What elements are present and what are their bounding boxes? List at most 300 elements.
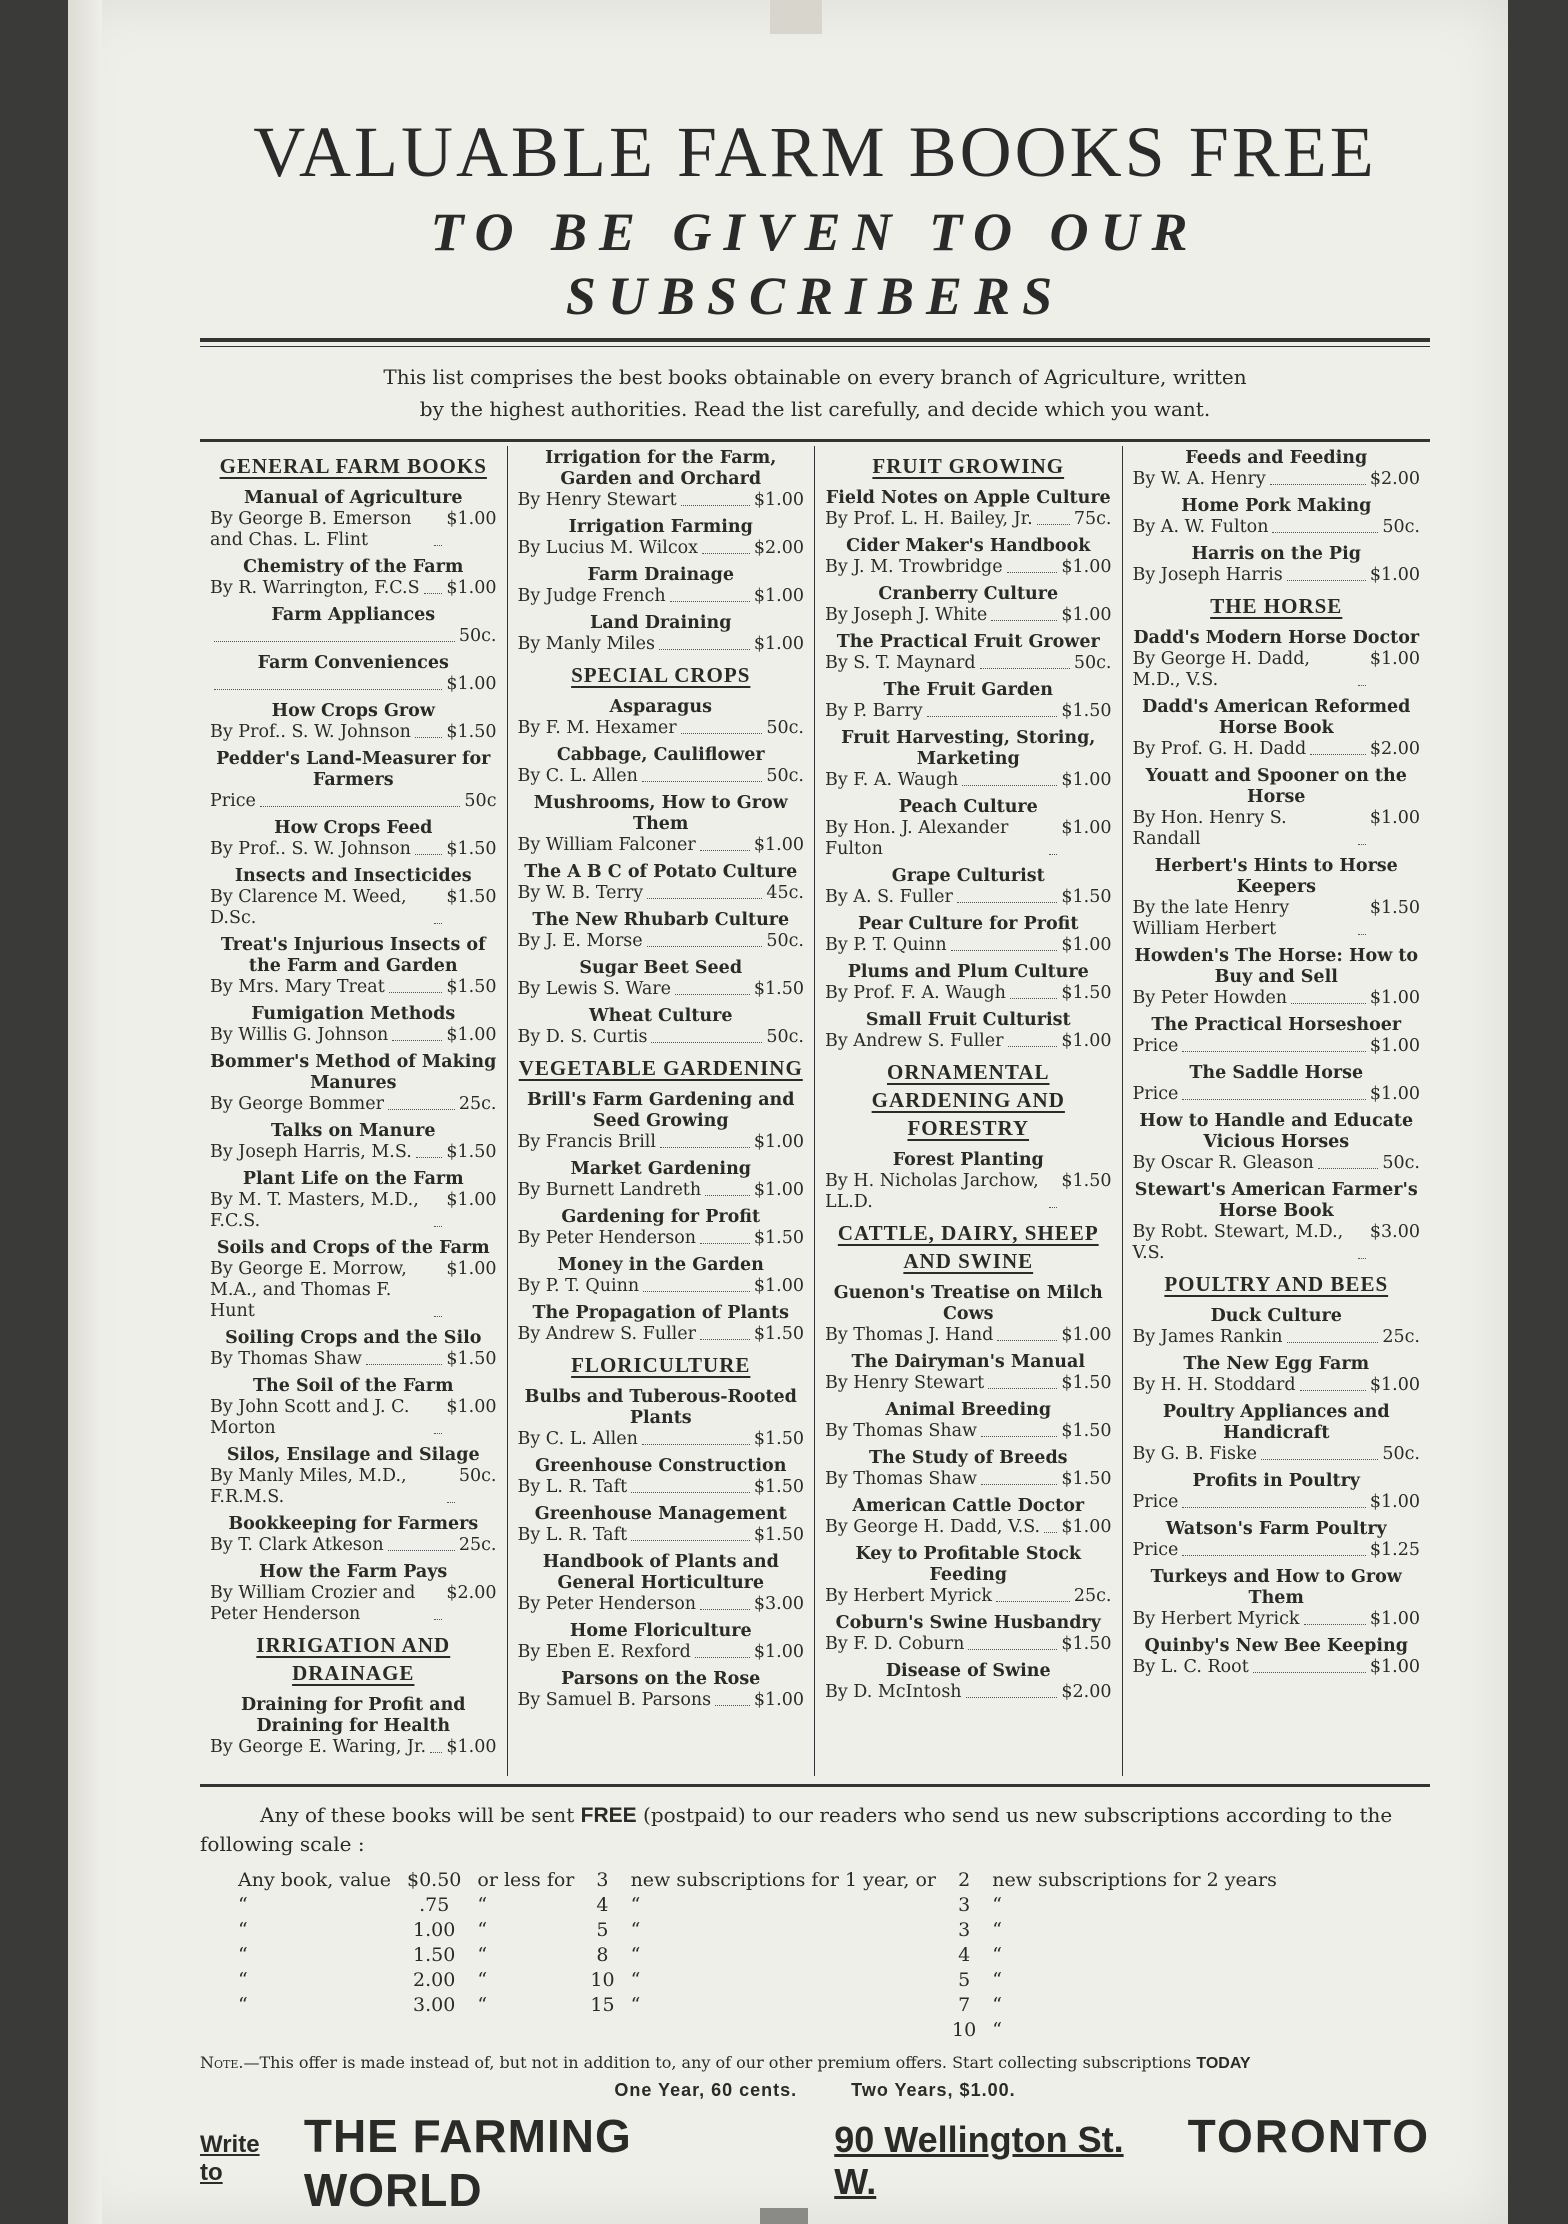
book-title: Cider Maker's Handbook xyxy=(846,536,1091,556)
book-entry xyxy=(210,1695,497,1758)
book-author: Price xyxy=(1132,1084,1179,1104)
section-heading: IRRIGATION AND DRAINAGE xyxy=(256,1633,451,1685)
book-author: By Peter Henderson xyxy=(517,1228,697,1248)
scale-row xyxy=(230,2018,1285,2043)
book-author-line xyxy=(825,1031,1112,1052)
book-author-line xyxy=(210,1397,497,1439)
leader-dots xyxy=(1253,1657,1366,1673)
leader-dots xyxy=(966,1682,1058,1698)
book-author: By Thomas Shaw xyxy=(210,1349,363,1369)
book-author: By George E. Waring, Jr. xyxy=(210,1737,427,1757)
book-title: Turkeys and How to Grow Them xyxy=(1150,1567,1402,1608)
leader-dots xyxy=(700,1324,750,1340)
book-title: Forest Planting xyxy=(892,1150,1044,1170)
book-title: Harris on the Pig xyxy=(1191,544,1361,564)
book-author: By Lewis S. Ware xyxy=(517,979,672,999)
book-title: Manual of Agriculture xyxy=(244,488,463,508)
book-author: By George H. Dadd, V.S. xyxy=(825,1517,1041,1537)
book-entry xyxy=(1133,1015,1421,1057)
book-author: By Prof. F. A. Waugh xyxy=(825,983,1006,1003)
scale-cell-one-year: 3 xyxy=(596,1869,609,1891)
book-author: By George Bommer xyxy=(210,1094,384,1114)
book-title: Youatt and Spooner on the Horse xyxy=(1145,766,1407,807)
book-entry xyxy=(518,1255,805,1297)
book-entry xyxy=(1133,496,1421,538)
book-price: $1.00 xyxy=(1369,1375,1420,1395)
scale-row xyxy=(230,1893,1285,1918)
leader-dots xyxy=(1287,565,1366,581)
leader-dots xyxy=(388,1535,455,1551)
book-title: Parsons on the Rose xyxy=(561,1669,761,1689)
leader-dots xyxy=(1358,898,1366,935)
book-entry xyxy=(518,1669,805,1711)
book-price: 50c. xyxy=(1382,1444,1420,1464)
scale-cell-mid2: “ xyxy=(630,1994,641,2016)
book-author-line xyxy=(518,634,805,655)
book-author: By P. Barry xyxy=(825,701,923,721)
intro-text xyxy=(200,361,1430,425)
book-price: $1.50 xyxy=(1061,983,1112,1003)
book-author-line xyxy=(825,653,1112,674)
book-price: $1.00 xyxy=(1061,770,1112,790)
book-price: $2.00 xyxy=(1369,739,1420,759)
book-author: By R. Warrington, F.C.S xyxy=(210,578,420,598)
book-author-line xyxy=(210,1094,497,1115)
book-title: Sugar Beet Seed xyxy=(579,958,743,978)
scale-cell-two-years: 3 xyxy=(958,1894,971,1916)
book-price: 50c. xyxy=(458,626,497,646)
book-entry xyxy=(825,1448,1112,1490)
book-author: By the late Henry William Herbert xyxy=(1132,898,1290,939)
scale-row xyxy=(230,1918,1285,1943)
book-author-line xyxy=(825,1421,1112,1442)
book-author: Price xyxy=(210,791,256,811)
offer-after: (postpaid) to our readers who send us new subscriptions according to the following scale : xyxy=(200,1803,1393,1856)
leader-dots xyxy=(647,883,762,899)
book-price: $1.50 xyxy=(1061,1171,1112,1191)
book-author: By Manly Miles xyxy=(517,634,655,654)
book-author: By L. R. Taft xyxy=(517,1477,628,1497)
book-entry xyxy=(210,1445,497,1508)
book-author-line xyxy=(1133,1375,1421,1396)
book-author-line xyxy=(1133,1657,1421,1678)
book-price: $3.00 xyxy=(753,1594,804,1614)
book-author: By Prof.. S. W. Johnson xyxy=(210,722,411,742)
book-author-line xyxy=(825,1634,1112,1655)
book-author-line xyxy=(210,722,497,743)
book-price: $1.00 xyxy=(753,1180,804,1200)
book-author: By Lucius M. Wilcox xyxy=(517,538,699,558)
book-author-line xyxy=(1133,1036,1421,1057)
leader-dots xyxy=(991,605,1057,621)
scale-cell-mid1: “ xyxy=(477,1994,488,2016)
book-title: Profits in Poultry xyxy=(1192,1471,1360,1491)
book-entry xyxy=(518,1006,805,1048)
book-entry xyxy=(210,557,497,599)
book-author: Price xyxy=(1132,1492,1179,1512)
book-title: Feeds and Feeding xyxy=(1185,448,1368,468)
scale-cell-pre: “ xyxy=(238,1994,248,2016)
book-title: The Propagation of Plants xyxy=(532,1303,789,1323)
book-entry xyxy=(1133,946,1421,1009)
scale-cell-one-year: 4 xyxy=(596,1894,609,1916)
scale-cell-one-year: 5 xyxy=(596,1919,609,1941)
book-entry xyxy=(825,728,1112,791)
book-author: By Manly Miles, M.D., F.R.M.S. xyxy=(210,1466,407,1507)
section-heading: POULTRY AND BEES xyxy=(1164,1272,1389,1296)
book-price: $1.50 xyxy=(753,1525,804,1545)
book-title: Irrigation Farming xyxy=(568,517,753,537)
leader-dots xyxy=(415,839,442,855)
book-entry xyxy=(518,1207,805,1249)
leader-dots xyxy=(642,1429,750,1445)
scale-cell-post: “ xyxy=(992,1969,1002,1991)
book-author-line xyxy=(825,818,1112,860)
footer-city: TORONTO xyxy=(1187,2110,1430,2162)
book-author: By S. T. Maynard xyxy=(825,653,976,673)
book-entry xyxy=(210,818,497,860)
leader-dots xyxy=(962,770,1057,786)
book-author: By C. L. Allen xyxy=(517,1429,638,1449)
book-entry xyxy=(518,1387,805,1450)
book-author: By Peter Henderson xyxy=(517,1594,697,1614)
book-entry xyxy=(825,1010,1112,1052)
leader-dots xyxy=(214,674,442,690)
book-title: The Study of Breeds xyxy=(868,1448,1068,1468)
book-entry xyxy=(825,584,1112,626)
intro-line: by the highest authorities. Read the list carefully, and decide which you want. xyxy=(419,397,1211,421)
book-title: Farm Conveniences xyxy=(257,653,449,673)
book-entry xyxy=(210,605,497,647)
leader-dots xyxy=(695,1642,750,1658)
note-today: TODAY xyxy=(1196,2055,1251,2072)
scale-cell-post: new subscriptions for 2 years xyxy=(992,1869,1277,1891)
scale-cell-value: 1.00 xyxy=(413,1919,456,1941)
book-price: 25c. xyxy=(1382,1327,1420,1347)
advertisement xyxy=(200,110,1430,2217)
book-author-line xyxy=(825,557,1112,578)
book-entry xyxy=(210,1169,497,1232)
book-entry xyxy=(825,962,1112,1004)
book-price: $1.00 xyxy=(446,1397,497,1417)
book-author-line xyxy=(518,835,805,856)
book-title: Greenhouse Management xyxy=(534,1504,787,1524)
book-author-line xyxy=(210,839,497,860)
book-title: Cranberry Culture xyxy=(878,584,1059,604)
book-author: By Henry Stewart xyxy=(517,490,677,510)
footer-address xyxy=(200,2109,1430,2217)
book-author-line xyxy=(518,766,805,787)
scale-cell-pre xyxy=(230,2018,399,2043)
book-author: By P. T. Quinn xyxy=(517,1276,640,1296)
book-author-line xyxy=(518,1525,805,1546)
footer-write-to: Write to xyxy=(200,2131,260,2186)
leader-dots xyxy=(1270,469,1366,485)
scale-row xyxy=(230,1993,1285,2018)
book-price: $1.00 xyxy=(1061,605,1112,625)
leader-dots xyxy=(647,931,763,947)
book-title: Poultry Appliances and Handicraft xyxy=(1162,1402,1390,1443)
book-entry xyxy=(825,797,1112,860)
leader-dots xyxy=(415,722,442,738)
book-author-line xyxy=(210,1583,497,1625)
book-author: By H. Nicholas Jarchow, LL.D. xyxy=(825,1171,1039,1212)
subscription-rates xyxy=(200,2080,1430,2101)
book-title: Plant Life on the Farm xyxy=(242,1169,464,1189)
leader-dots xyxy=(1049,1171,1057,1208)
book-author: By G. B. Fiske xyxy=(1132,1444,1257,1464)
leader-dots xyxy=(1008,1031,1058,1047)
section-heading: SPECIAL CROPS xyxy=(571,663,751,687)
leader-dots xyxy=(1044,1517,1057,1533)
book-title: Soiling Crops and the Silo xyxy=(225,1328,482,1348)
book-author: By Judge French xyxy=(517,586,666,606)
book-author: By Oscar R. Gleason xyxy=(1132,1153,1314,1173)
book-author: By D. S. Curtis xyxy=(517,1027,648,1047)
book-title: Grape Culturist xyxy=(891,866,1045,886)
book-title: Fruit Harvesting, Storing, Marketing xyxy=(841,728,1096,769)
book-author: By W. B. Terry xyxy=(517,883,644,903)
book-title: Home Pork Making xyxy=(1181,496,1372,516)
book-price: $2.00 xyxy=(753,538,804,558)
book-title: Duck Culture xyxy=(1210,1306,1342,1326)
book-author-line xyxy=(825,1325,1112,1346)
book-title: Key to Profitable Stock Feeding xyxy=(855,1544,1082,1585)
book-entry xyxy=(518,958,805,1000)
offer-free: FREE xyxy=(580,1804,637,1827)
page-title: VALUABLE FARM BOOKS FREE xyxy=(253,112,1377,192)
scale-cell-mid1 xyxy=(469,2018,582,2043)
book-author-line xyxy=(210,509,497,551)
leader-dots xyxy=(388,1094,455,1110)
book-price: $1.00 xyxy=(1061,1517,1112,1537)
book-title: The Soil of the Farm xyxy=(252,1376,454,1396)
scale-cell-mid2: new subscriptions for 1 year, or xyxy=(630,1869,937,1891)
book-author-line xyxy=(825,1586,1112,1607)
book-author-line xyxy=(210,1025,497,1046)
book-price: $1.00 xyxy=(753,490,804,510)
book-title: Coburn's Swine Husbandry xyxy=(835,1613,1101,1633)
book-title: Bommer's Method of Making Manures xyxy=(210,1052,497,1093)
book-price: $1.00 xyxy=(753,586,804,606)
book-entry xyxy=(825,866,1112,908)
book-author-line xyxy=(518,538,805,559)
book-title: Fumigation Methods xyxy=(251,1004,456,1024)
book-entry xyxy=(1133,1471,1421,1513)
book-entry xyxy=(825,1496,1112,1538)
book-entry xyxy=(1133,1063,1421,1105)
book-entry xyxy=(1133,697,1421,760)
leader-dots xyxy=(434,1583,442,1620)
book-price: $1.00 xyxy=(446,1025,497,1045)
book-price: $1.00 xyxy=(1369,1657,1420,1677)
book-entry xyxy=(1133,1180,1421,1264)
book-entry xyxy=(210,1004,497,1046)
scale-cell-value xyxy=(399,2018,469,2043)
rate-one-year: One Year, 60 cents. xyxy=(614,2080,798,2100)
book-title: Quinby's New Bee Keeping xyxy=(1144,1636,1408,1656)
section-heading: FLORICULTURE xyxy=(571,1353,751,1377)
book-author: By John Scott and J. C. Morton xyxy=(210,1397,410,1438)
book-author: By Clarence M. Weed, D.Sc. xyxy=(210,887,407,928)
leader-dots xyxy=(1007,557,1058,573)
leader-dots xyxy=(366,1349,442,1365)
book-author-line xyxy=(1133,739,1421,760)
book-price: 50c. xyxy=(1073,653,1112,673)
book-entry xyxy=(210,653,497,695)
book-title: How Crops Feed xyxy=(274,818,433,838)
scale-cell-mid2: “ xyxy=(630,1919,641,1941)
book-author-line xyxy=(518,718,805,739)
scale-cell-mid1: “ xyxy=(477,1919,488,1941)
book-title: Plums and Plum Culture xyxy=(847,962,1089,982)
leader-dots xyxy=(1304,1609,1366,1625)
scale-cell-mid1: “ xyxy=(477,1944,488,1966)
book-price: $1.50 xyxy=(1061,1421,1112,1441)
leader-dots xyxy=(651,1027,762,1043)
book-price: $2.00 xyxy=(1369,469,1420,489)
book-author-line xyxy=(210,791,497,812)
book-entry xyxy=(825,632,1112,674)
rate-two-years: Two Years, $1.00. xyxy=(851,2080,1016,2100)
scale-row xyxy=(230,1968,1285,1993)
book-price: $1.00 xyxy=(1061,1325,1112,1345)
scale-cell-one-year xyxy=(582,2018,622,2043)
book-price: $1.00 xyxy=(1369,1084,1420,1104)
leader-dots xyxy=(980,653,1070,669)
scale-cell-post: “ xyxy=(992,1894,1002,1916)
book-price: $1.00 xyxy=(446,674,497,694)
title-rule xyxy=(200,338,1430,347)
book-price: 45c. xyxy=(766,883,804,903)
scale-cell-two-years: 10 xyxy=(952,2019,977,2041)
book-entry xyxy=(825,1661,1112,1703)
book-price: $1.00 xyxy=(1369,1036,1420,1056)
scale-cell-value: 3.00 xyxy=(413,1994,456,2016)
book-author: By George B. Emerson and Chas. L. Flint xyxy=(210,509,412,550)
book-price: $1.50 xyxy=(753,1429,804,1449)
book-price: $1.50 xyxy=(1061,701,1112,721)
book-entry xyxy=(1133,766,1421,850)
book-author-line xyxy=(1133,1084,1421,1105)
book-author-line xyxy=(210,1737,497,1758)
leader-dots xyxy=(434,887,442,924)
book-author-line xyxy=(1133,808,1421,850)
book-title: Cabbage, Cauliflower xyxy=(556,745,765,765)
book-title: Small Fruit Culturist xyxy=(865,1010,1071,1030)
leader-dots xyxy=(1358,808,1366,845)
book-author-line xyxy=(825,770,1112,791)
book-price: $1.50 xyxy=(446,1349,497,1369)
book-author-line xyxy=(1133,565,1421,586)
leader-dots xyxy=(1010,983,1057,999)
book-entry xyxy=(210,488,497,551)
scale-cell-post: “ xyxy=(992,1919,1002,1941)
book-entry xyxy=(1133,1402,1421,1465)
book-author-line xyxy=(518,1690,805,1711)
leader-dots xyxy=(702,538,750,554)
book-title: Greenhouse Construction xyxy=(535,1456,787,1476)
book-author: By Prof. G. H. Dadd xyxy=(1132,739,1307,759)
book-author: By George E. Morrow, M.A., and Thomas F. Hunt xyxy=(210,1259,407,1321)
leader-dots xyxy=(416,1142,443,1158)
book-title: Peach Culture xyxy=(898,797,1038,817)
scale-cell-pre: “ xyxy=(238,1969,248,1991)
scale-row xyxy=(230,1868,1285,1893)
leader-dots xyxy=(981,1469,1057,1485)
book-author-line xyxy=(825,1682,1112,1703)
footer-street: 90 Wellington St. W. xyxy=(834,2119,1124,2202)
book-title: Disease of Swine xyxy=(885,1661,1051,1681)
book-title: The New Egg Farm xyxy=(1183,1354,1370,1374)
book-author: By Francis Brill xyxy=(517,1132,656,1152)
book-price: 50c. xyxy=(458,1466,497,1486)
book-entry xyxy=(1133,1306,1421,1348)
book-price: $1.00 xyxy=(446,578,497,598)
book-title: Treat's Injurious Insects of the Farm and Garden xyxy=(220,935,486,976)
book-entry xyxy=(825,680,1112,722)
book-price: $1.00 xyxy=(753,634,804,654)
leader-dots xyxy=(214,626,455,642)
book-title: Soils and Crops of the Farm xyxy=(216,1238,490,1258)
book-author-line xyxy=(1133,1609,1421,1630)
book-author-line xyxy=(1133,1540,1421,1561)
book-author-line xyxy=(518,1180,805,1201)
leader-dots xyxy=(700,835,750,851)
book-entry xyxy=(210,1238,497,1322)
book-title: The New Rhubarb Culture xyxy=(532,910,790,930)
scale-cell-pre: Any book, value xyxy=(238,1869,391,1891)
book-author-line xyxy=(518,883,805,904)
book-author-line xyxy=(1133,469,1421,490)
leader-dots xyxy=(1182,1492,1365,1508)
book-entry xyxy=(518,1552,805,1615)
book-price: $1.50 xyxy=(1369,898,1420,918)
book-title: Asparagus xyxy=(609,697,712,717)
book-price: $1.50 xyxy=(1061,1469,1112,1489)
book-author: By Thomas J. Hand xyxy=(825,1325,994,1345)
book-title: The Saddle Horse xyxy=(1189,1063,1364,1083)
book-author: By Willis G. Johnson xyxy=(210,1025,389,1045)
book-author-line xyxy=(518,1594,805,1615)
book-title: How to Handle and Educate Vicious Horses xyxy=(1139,1111,1414,1152)
book-entry xyxy=(518,1456,805,1498)
book-price: 25c. xyxy=(458,1535,497,1555)
book-price: $1.50 xyxy=(1061,887,1112,907)
leader-dots xyxy=(1358,1222,1366,1259)
scale-cell-value: 2.00 xyxy=(413,1969,456,1991)
book-price: $1.50 xyxy=(1061,1634,1112,1654)
leader-dots xyxy=(1300,1375,1366,1391)
book-entry xyxy=(518,565,805,607)
book-column xyxy=(1123,446,1431,1776)
book-author: By Prof.. S. W. Johnson xyxy=(210,839,411,859)
book-entry xyxy=(1133,628,1421,691)
footer-publisher: THE FARMING WORLD xyxy=(303,2110,632,2216)
book-title: Bookkeeping for Farmers xyxy=(228,1514,479,1534)
book-price: $1.25 xyxy=(1369,1540,1420,1560)
scale-row xyxy=(230,1943,1285,1968)
book-price: 75c. xyxy=(1073,509,1112,529)
subscription-scale-table xyxy=(230,1868,1285,2043)
leader-dots xyxy=(1291,988,1366,1004)
leader-dots xyxy=(996,1586,1070,1602)
book-author-line xyxy=(825,983,1112,1004)
book-author-line xyxy=(825,935,1112,956)
book-title: Herbert's Hints to Horse Keepers xyxy=(1154,856,1398,897)
book-author-line xyxy=(518,979,805,1000)
book-title: Bulbs and Tuberous-Rooted Plants xyxy=(524,1387,797,1428)
